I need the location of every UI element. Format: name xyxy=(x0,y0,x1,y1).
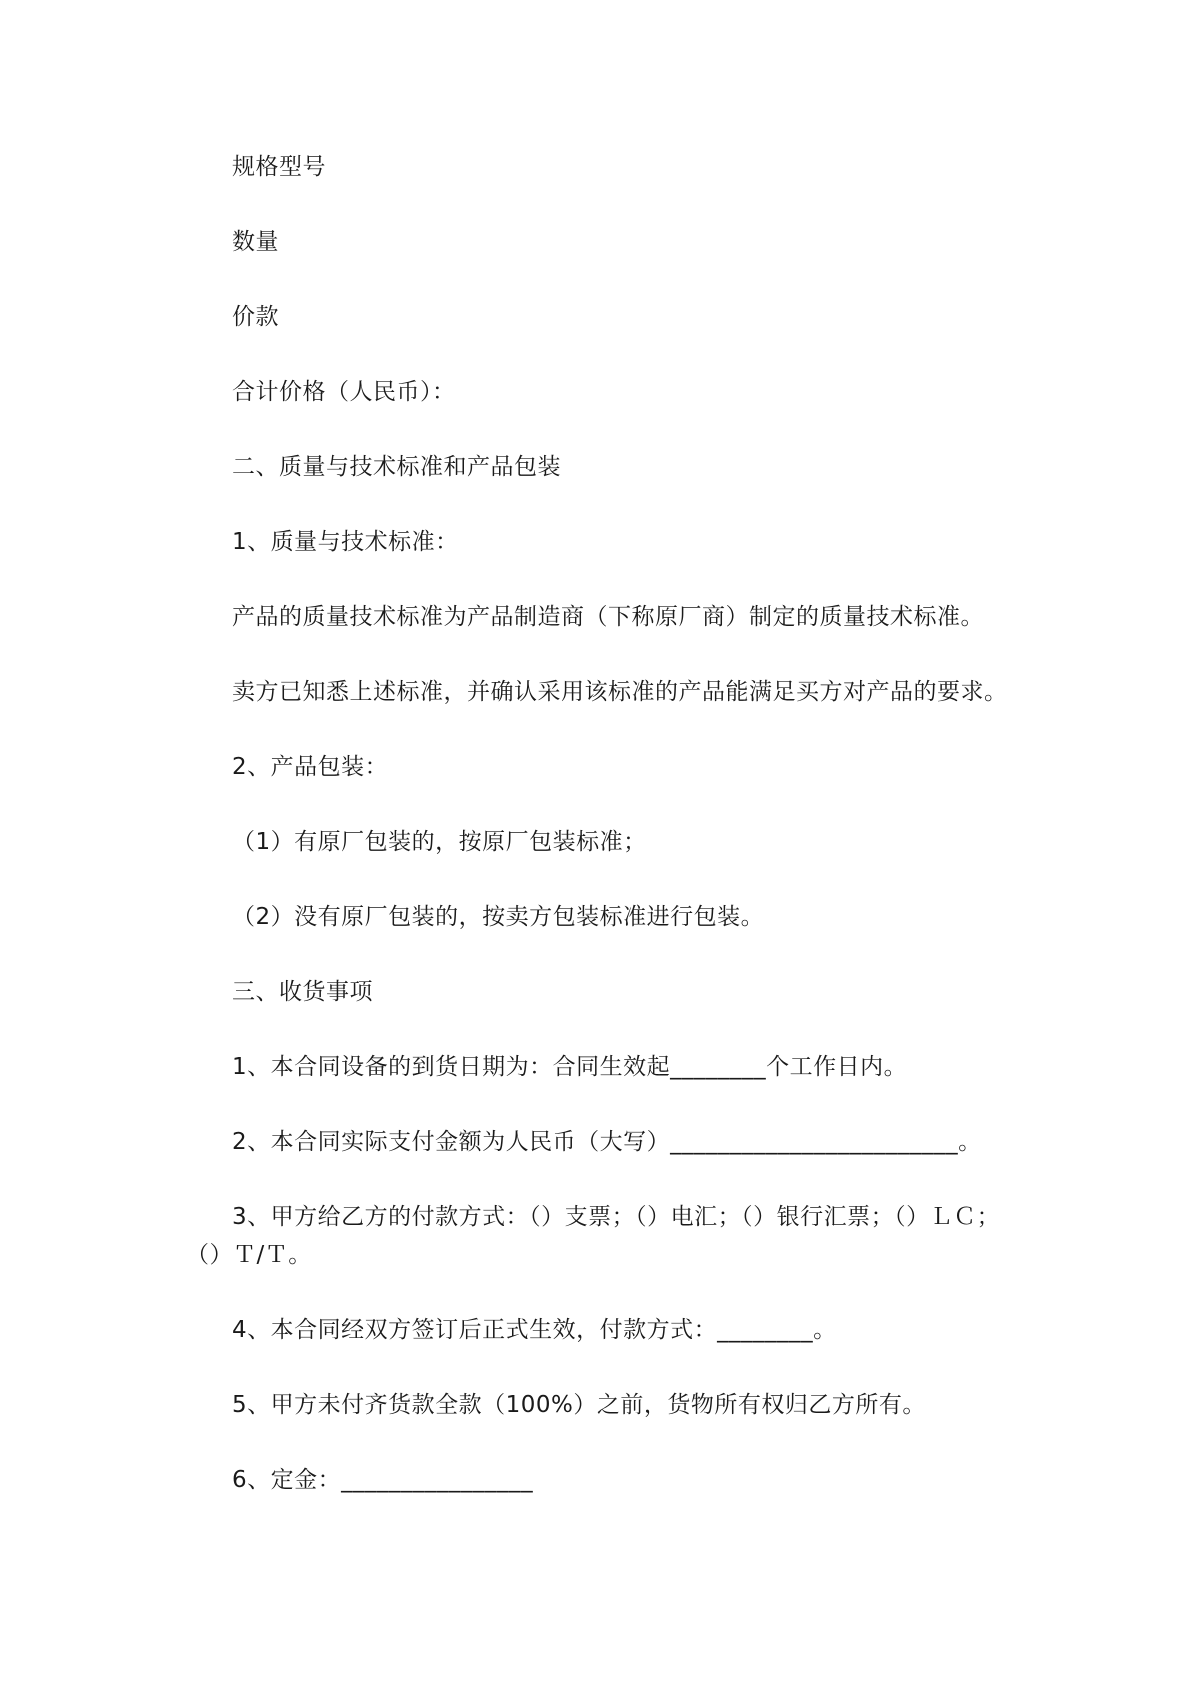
text-quality-standard-body: 产品的质量技术标准为产品制造商（下称原厂商）制定的质量技术标准。 xyxy=(232,604,984,630)
text-deposit: 6、定金：________________ xyxy=(232,1467,534,1493)
text-payment-method: 3、甲方给乙方的付款方式：（）支票；（）电汇；（）银行汇票；（）ＬＣ； xyxy=(232,1204,1001,1230)
text-price: 价款 xyxy=(232,304,279,330)
text-delivery-date: 1、本合同设备的到货日期为：合同生效起________个工作日内。 xyxy=(232,1054,908,1080)
text-ownership: 5、甲方未付齐货款全款（100%）之前，货物所有权归乙方所有。 xyxy=(232,1392,926,1418)
text-seller-acknowledge: 卖方已知悉上述标准，并确认采用该标准的产品能满足买方对产品的要求。 xyxy=(232,679,1008,705)
text-payment-amount: 2、本合同实际支付金额为人民币（大写）________________________。 xyxy=(232,1129,982,1155)
text-packaging-title: 2、产品包装： xyxy=(232,754,389,780)
heading-quality-packaging: 二、质量与技术标准和产品包装 xyxy=(232,454,561,480)
text-spec-model: 规格型号 xyxy=(232,154,326,180)
text-packaging-item-1: （1）有原厂包装的，按原厂包装标准； xyxy=(232,829,647,855)
text-payment-method-continued: （）Ｔ/Ｔ。 xyxy=(186,1242,312,1268)
text-quantity: 数量 xyxy=(232,229,279,255)
text-contract-effective: 4、本合同经双方签订后正式生效，付款方式：________。 xyxy=(232,1317,837,1343)
heading-receiving: 三、收货事项 xyxy=(232,979,373,1005)
text-quality-standard-title: 1、质量与技术标准： xyxy=(232,529,459,555)
text-packaging-item-2: （2）没有原厂包装的，按卖方包装标准进行包装。 xyxy=(232,904,765,930)
text-total-price: 合计价格（人民币）： xyxy=(232,379,456,405)
